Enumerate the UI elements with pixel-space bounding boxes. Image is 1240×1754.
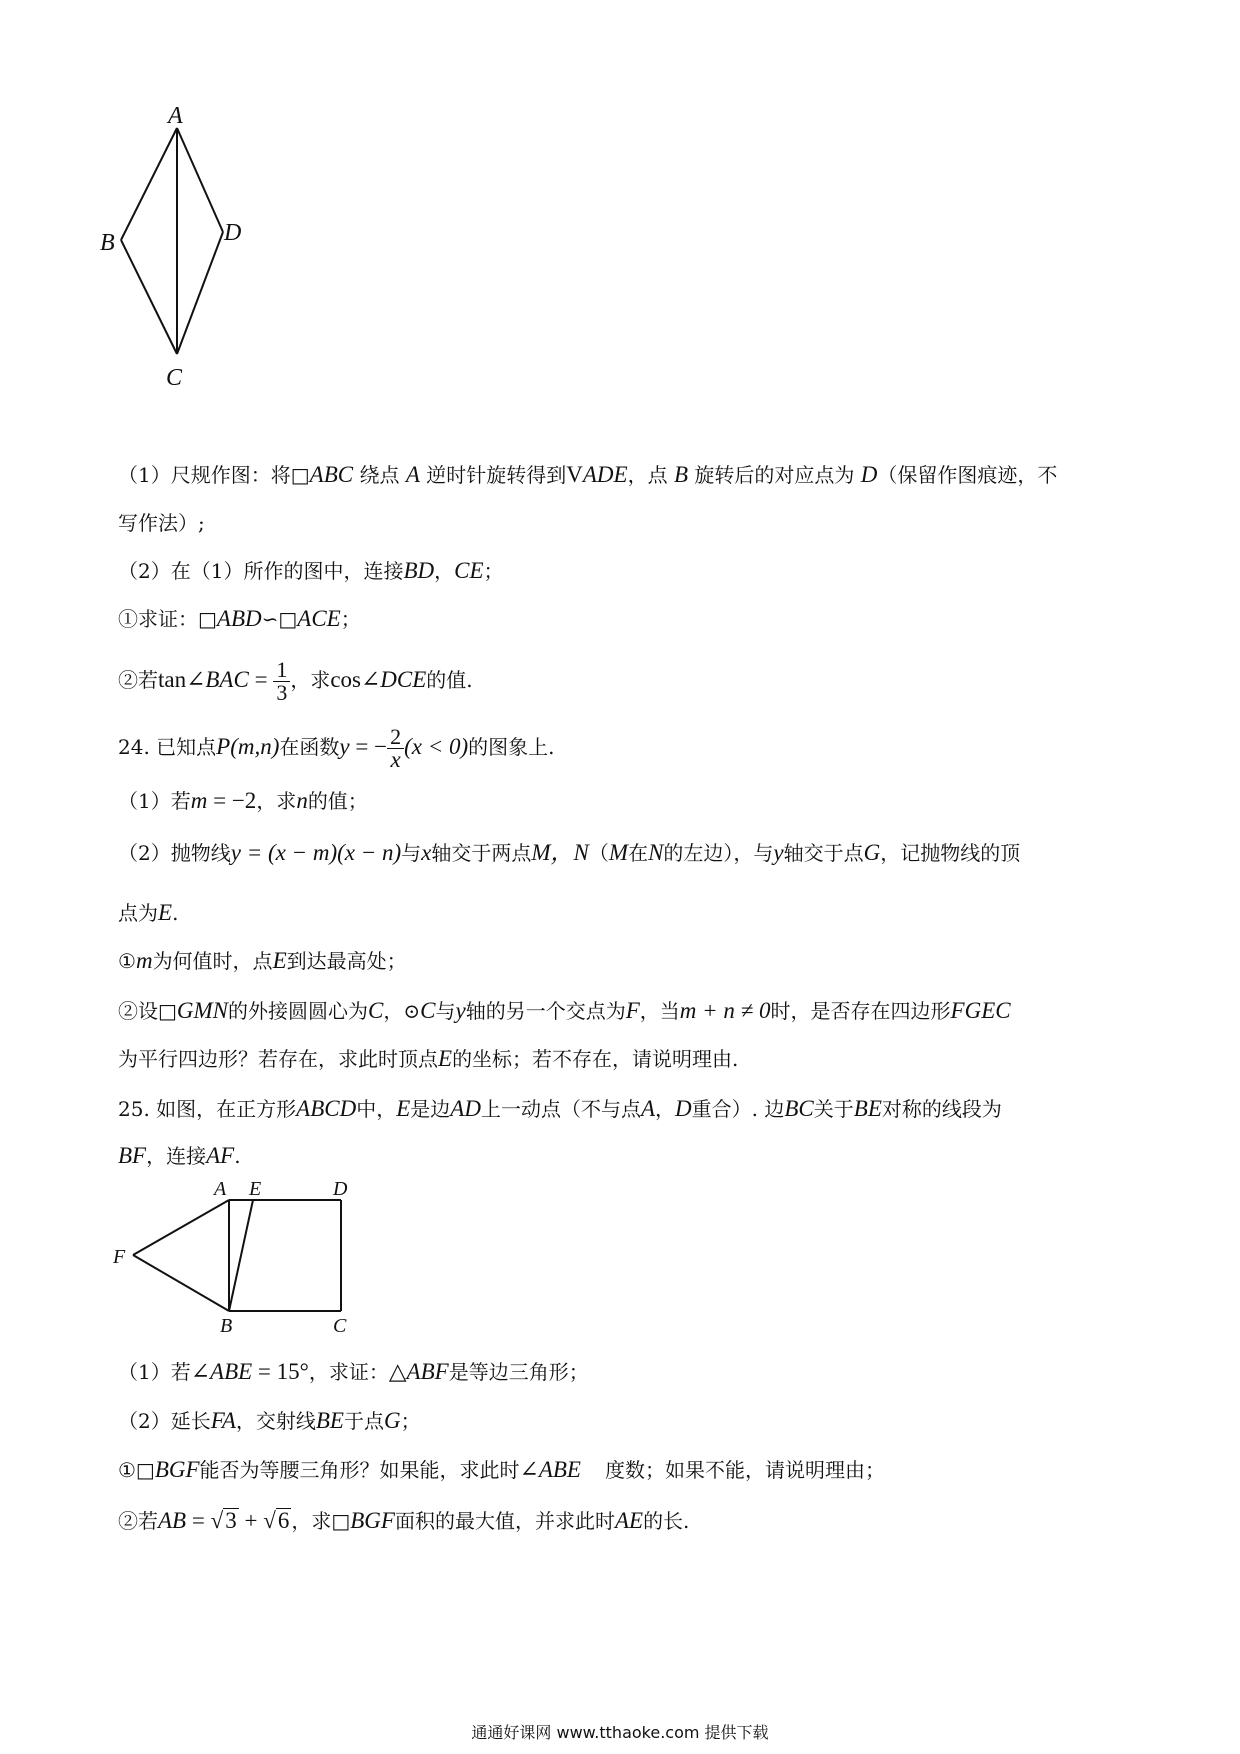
label-a: A	[168, 103, 183, 129]
q25-part1: （1）若∠ABE = 15°，求证：△ABF是等边三角形；	[118, 1359, 589, 1384]
q25-intro: 25. 如图，在正方形ABCD中，E是边AD上一动点（不与点A，D重合）. 边BC关于BE对称的线段为	[118, 1096, 1002, 1121]
q23-part1: （1）尺规作图：将□ABC 绕点 A 逆时针旋转得到VADE，点 B 旋转后的对应点为 D（保留作图痕迹，不	[118, 462, 1058, 487]
q25-sub1: ①□BGF能否为等腰三角形？如果能，求此时∠ABE 度数；如果不能，请说明理由；	[118, 1457, 885, 1482]
label-e: E	[249, 1178, 262, 1200]
label-b: B	[100, 230, 115, 256]
figure-square-abcd	[105, 1178, 365, 1338]
label-d: D	[224, 220, 242, 246]
q25-sub2: ②若AB = √3 + √6 ，求□BGF面积的最大值，并求此时AE的长.	[118, 1508, 690, 1533]
q25-intro-line2: BF，连接AF.	[118, 1143, 241, 1168]
q23-sub2: ②若tan∠BAC = $\frac{1}{3}$ ，求cos∠DCE的值.	[118, 657, 473, 705]
q24-sub2-line2: 为平行四边形？若存在，求此时顶点E的坐标；若不存在，请说明理由.	[118, 1046, 739, 1071]
fraction-two-over-x: $\frac{2}{x}$	[387, 726, 404, 771]
sqrt-3: 3	[225, 1508, 237, 1533]
q23-sub1: ①求证：□ABD∽□ACE；	[118, 606, 361, 631]
label-f: F	[113, 1246, 126, 1268]
label-c: C	[166, 365, 183, 391]
sqrt-6: 6	[277, 1508, 290, 1533]
q23-part2: （2）在（1）所作的图中，连接BD，CE；	[118, 558, 504, 583]
q24-sub2: ②设□GMN的外接圆圆心为C，⊙C与y轴的另一个交点为F，当m + n ≠ 0时，是否存在四边形FGEC	[118, 998, 1011, 1023]
q24-intro: 24. 已知点P(m,n)在函数y = − $\frac{2}{x}$ (x < 0)的图象上.	[118, 724, 555, 772]
figure-kite-abcd	[100, 100, 260, 440]
q23-part1-line2: 写作法）;	[118, 511, 205, 535]
q24-part1: （1）若m = −2，求n的值；	[118, 788, 368, 813]
q24-part2: （2）抛物线y = (x − m)(x − n)与x轴交于两点M，N（M在N的左边），与y轴交于点G，记抛物线的顶	[118, 840, 1021, 865]
fraction-one-third: $\frac{1}{3}$	[273, 659, 290, 704]
label-d: D	[333, 1178, 348, 1200]
label-a: A	[214, 1178, 227, 1200]
q25-part2: （2）延长FA，交射线BE于点G；	[118, 1408, 421, 1433]
q24-part2-line2: 点为E.	[118, 900, 179, 925]
footer-source: 通通好课网 www.tthaoke.com 提供下载	[471, 1723, 769, 1742]
label-b: B	[220, 1315, 233, 1337]
label-c: C	[333, 1315, 347, 1337]
q24-sub1: ①m为何值时，点E到达最高处；	[118, 948, 407, 973]
